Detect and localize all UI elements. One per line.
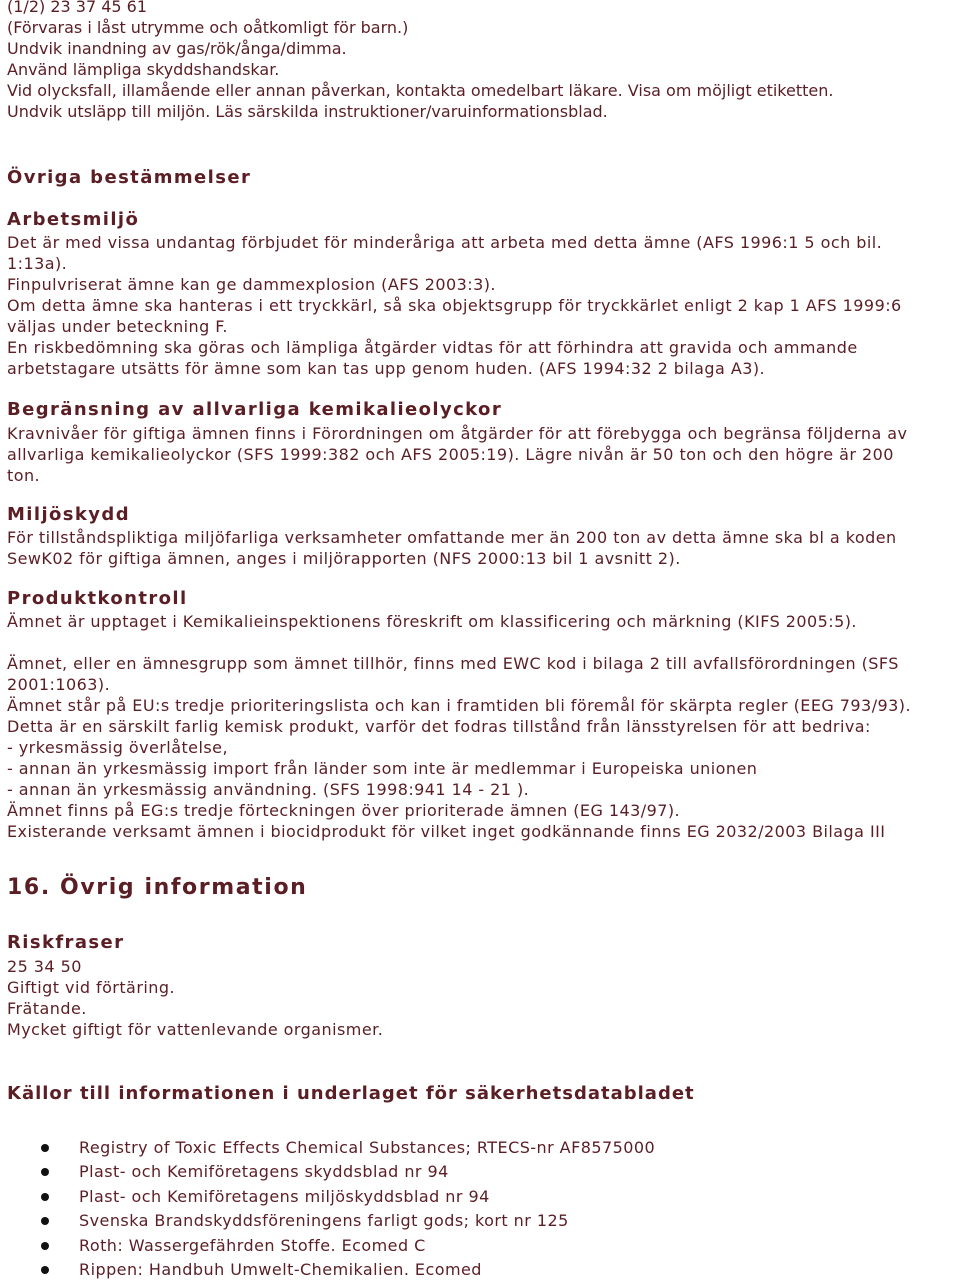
- miljoskydd-text: [7, 527, 897, 569]
- precaution-block: [7, 0, 833, 122]
- text-line: arbetstagare utsätts för ämne som kan tas upp genom huden. (AFS 1994:32 2 bilaga A3).: [7, 359, 766, 378]
- bullet-icon: [41, 1242, 49, 1250]
- list-item-label: Svenska Brandskyddsföreningens farligt gods; kort nr 125: [79, 1211, 569, 1231]
- section-heading-ovriga: Övriga bestämmelser: [7, 167, 252, 188]
- text-line: (1/2) 23 37 45 61: [7, 0, 148, 16]
- list-item-label: Plast- och Kemiföretagens miljöskyddsblad nr 94: [79, 1186, 490, 1206]
- text-line: Detta är en särskilt farlig kemisk produkt, varför det fodras tillstånd från länsstyrelsen för att bedriva:: [7, 717, 871, 736]
- arbetsmiljo-text: [7, 232, 902, 379]
- text-line: 2001:1063).: [7, 675, 111, 694]
- text-line: väljas under beteckning F.: [7, 317, 228, 336]
- text-line: För tillståndspliktiga miljöfarliga verksamheter omfattande mer än 200 ton av detta ämne ska bl a koden: [7, 528, 897, 547]
- subheading-riskfraser: Riskfraser: [7, 932, 125, 953]
- text-line: Finpulvriserat ämne kan ge dammexplosion (AFS 2003:3).: [7, 275, 496, 294]
- text-line: 25 34 50: [7, 957, 82, 976]
- text-line: 1:13a).: [7, 254, 68, 273]
- list-item: [7, 1160, 655, 1184]
- text-line: Giftigt vid förtäring.: [7, 978, 175, 997]
- text-line: Ämnet, eller en ämnesgrupp som ämnet tillhör, finns med EWC kod i bilaga 2 till avfallsförordningen (SFS: [7, 654, 899, 673]
- text-line: Mycket giftigt för vattenlevande organismer.: [7, 1020, 384, 1039]
- list-item: [7, 1234, 655, 1258]
- text-line: Det är med vissa undantag förbjudet för minderåriga att arbeta med detta ämne (AFS 1996:1 5 och bil.: [7, 233, 883, 252]
- text-line: Undvik inandning av gas/rök/ånga/dimma.: [7, 39, 347, 58]
- subheading-arbetsmiljo: Arbetsmiljö: [7, 209, 140, 230]
- list-item: [7, 1258, 655, 1282]
- text-line: Vid olycksfall, illamående eller annan påverkan, kontakta omedelbart läkare. Visa om möjligt etiketten.: [7, 81, 834, 100]
- text-line: SewK02 för giftiga ämnen, anges i miljörapporten (NFS 2000:13 bil 1 avsnitt 2).: [7, 549, 681, 568]
- text-line: Ämnet finns på EG:s tredje förteckningen över prioriterade ämnen (EG 143/97).: [7, 801, 681, 820]
- section-heading-16: 16. Övrig information: [7, 875, 308, 900]
- text-line: Ämnet står på EU:s tredje prioriteringslista och kan i framtiden bli föremål för skärpta regler (EEG 793/93).: [7, 696, 912, 715]
- text-line: allvarliga kemikalieolyckor (SFS 1999:382 och AFS 2005:19). Lägre nivån är 50 ton och den högre är 200: [7, 445, 894, 464]
- text-line: En riskbedömning ska göras och lämpliga åtgärder vidtas för att förhindra att gravida och ammande: [7, 338, 858, 357]
- text-line: Existerande verksamt ämnen i biocidprodukt för vilket inget godkännande finns EG 2032/2003 Bilaga III: [7, 822, 886, 841]
- text-line: - yrkesmässig överlåtelse,: [7, 738, 228, 757]
- riskfraser-text: [7, 956, 383, 1040]
- begransning-text: [7, 423, 907, 486]
- section-heading-kallor: Källor till informationen i underlaget för säkerhetsdatabladet: [7, 1083, 695, 1104]
- text-line: Om detta ämne ska hanteras i ett tryckkärl, så ska objektsgrupp för tryckkärlet enligt 2 kap 1 AFS 1999:6: [7, 296, 902, 315]
- bullet-icon: [41, 1217, 49, 1225]
- text-line: Använd lämpliga skyddshandskar.: [7, 60, 280, 79]
- list-item-label: Plast- och Kemiföretagens skyddsblad nr 94: [79, 1162, 449, 1182]
- subheading-produktkontroll: Produktkontroll: [7, 588, 188, 609]
- list-item: [7, 1185, 655, 1209]
- text-line: Frätande.: [7, 999, 87, 1018]
- bullet-icon: [41, 1168, 49, 1176]
- text-line: (Förvaras i låst utrymme och oåtkomligt för barn.): [7, 18, 409, 37]
- subheading-miljoskydd: Miljöskydd: [7, 504, 130, 525]
- list-item: [7, 1136, 655, 1160]
- produktkontroll-text: [7, 653, 911, 842]
- text-line: Undvik utsläpp till miljön. Läs särskilda instruktioner/varuinformationsblad.: [7, 102, 608, 121]
- list-item-label: Registry of Toxic Effects Chemical Substances; RTECS-nr AF8575000: [79, 1138, 656, 1157]
- bullet-icon: [41, 1193, 49, 1201]
- text-line: ton.: [7, 466, 41, 485]
- text-line: Ämnet är upptaget i Kemikalieinspektionens föreskrift om klassificering och märkning (KIFS 2005:5).: [7, 612, 857, 631]
- bullet-icon: [41, 1266, 49, 1274]
- text-line: - annan än yrkesmässig användning. (SFS 1998:941 14 - 21 ).: [7, 780, 530, 799]
- bullet-icon: [41, 1144, 49, 1152]
- subheading-begransning: Begränsning av allvarliga kemikalieolyckor: [7, 399, 503, 420]
- list-item-label: Roth: Wassergefährden Stoffe. Ecomed C: [79, 1235, 426, 1255]
- list-item: [7, 1209, 655, 1233]
- text-line: - annan än yrkesmässig import från länder som inte är medlemmar i Europeiska unionen: [7, 759, 758, 778]
- source-list: [7, 1136, 655, 1282]
- text-line: Kravnivåer för giftiga ämnen finns i Förordningen om åtgärder för att förebygga och begränsa följderna av: [7, 424, 908, 443]
- list-item-label: Rippen: Handbuh Umwelt-Chemikalien. Ecomed: [79, 1260, 482, 1280]
